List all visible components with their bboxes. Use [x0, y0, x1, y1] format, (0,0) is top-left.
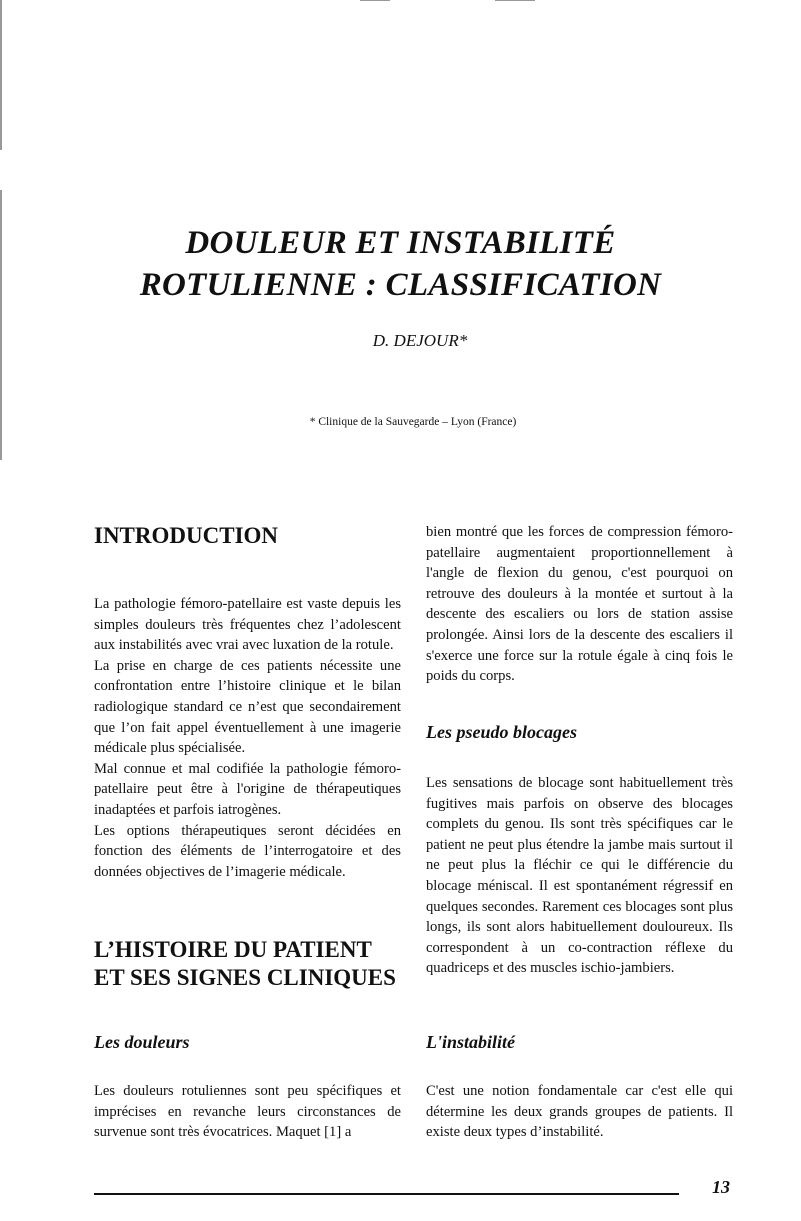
introduction-paragraph: Les options thérapeutiques seront décidées en fonction des éléments de l’interrogatoire et des données objectives de l’imagerie médicale.	[94, 822, 401, 880]
pseudo-blocking-heading: Les pseudo blocages	[426, 722, 577, 742]
pseudo-blocking-paragraph: Les sensations de blocage sont habituellement très fugitives mais parfois on observe des blocages complets du genou. Ils sont très spécifiques car le patient ne peut plus étendre la jambe mais surtout il ne peut plus la fléchir ce qui le différencie du blocage méniscal. Il est spontanément régressif en quelques secondes. Rarement ces blocages sont plus longs, ils sont alors habituellement douloureux. Ils correspondent à un co-contraction réflexe du quadriceps et des muscles ischio-jambiers.	[426, 775, 733, 977]
author-affiliation: * Clinique de la Sauvegarde – Lyon (France)	[309, 416, 517, 428]
introduction-body	[94, 594, 401, 882]
pain-continued-body	[426, 522, 733, 687]
scan-top-mark	[495, 0, 535, 1]
patient-history-heading	[94, 936, 414, 992]
scan-top-mark	[360, 0, 390, 1]
introduction-paragraph: La prise en charge de ces patients nécessite une confrontation entre l’histoire clinique et le bilan radiologique standard ce n’est que secondairement que l’on fait appel éventuellement à une imagerie médicale plus spécialisée.	[94, 657, 401, 757]
patient-history-heading-line-1: L’HISTOIRE DU PATIENT	[94, 937, 372, 962]
instability-paragraph: C'est une notion fondamentale car c'est elle qui détermine les deux grands groupes de patients. Il existe deux types d’instabilité.	[426, 1083, 733, 1141]
article-title-line-2: ROTULIENNE : CLASSIFICATION	[139, 267, 662, 303]
patient-history-heading-line-2: ET SES SIGNES CLINIQUES	[94, 965, 396, 990]
scan-edge-mark	[0, 0, 2, 150]
introduction-heading: INTRODUCTION	[94, 523, 279, 548]
footer-rule	[94, 1193, 679, 1195]
article-title-line-1: DOULEUR ET INSTABILITÉ	[185, 225, 616, 261]
author-name: D. DEJOUR*	[372, 331, 468, 350]
instability-body	[426, 1081, 733, 1143]
pain-paragraph: Les douleurs rotuliennes sont peu spécifiques et imprécises en revanche leurs circonstances de survenue sont très évocatrices. Maquet [1] a	[94, 1083, 401, 1141]
page-number: 13	[712, 1177, 730, 1197]
pain-heading: Les douleurs	[94, 1032, 190, 1052]
pain-body	[94, 1081, 401, 1143]
instability-heading: L'instabilité	[426, 1032, 516, 1052]
article-title	[0, 222, 801, 306]
introduction-paragraph: Mal connue et mal codifiée la pathologie fémoro-patellaire peut être à l'origine de thérapeutiques inadaptées et parfois iatrogènes.	[94, 760, 401, 818]
pain-continued-paragraph: bien montré que les forces de compression fémoro-patellaire augmentaient proportionnellement à l'angle de flexion du genou, c'est pourquoi on retrouve des douleurs à la montée et surtout à la descente des escaliers ou lors de station assise prolongée. Ainsi lors de la descente des escaliers il s'exerce une force sur la rotule égale à cinq fois le poids du corps.	[426, 524, 733, 685]
pseudo-blocking-body	[426, 773, 733, 979]
introduction-paragraph: La pathologie fémoro-patellaire est vaste depuis les simples douleurs très fréquentes chez l’adolescent aux instabilités avec vrai avec luxation de la rotule.	[94, 596, 401, 654]
